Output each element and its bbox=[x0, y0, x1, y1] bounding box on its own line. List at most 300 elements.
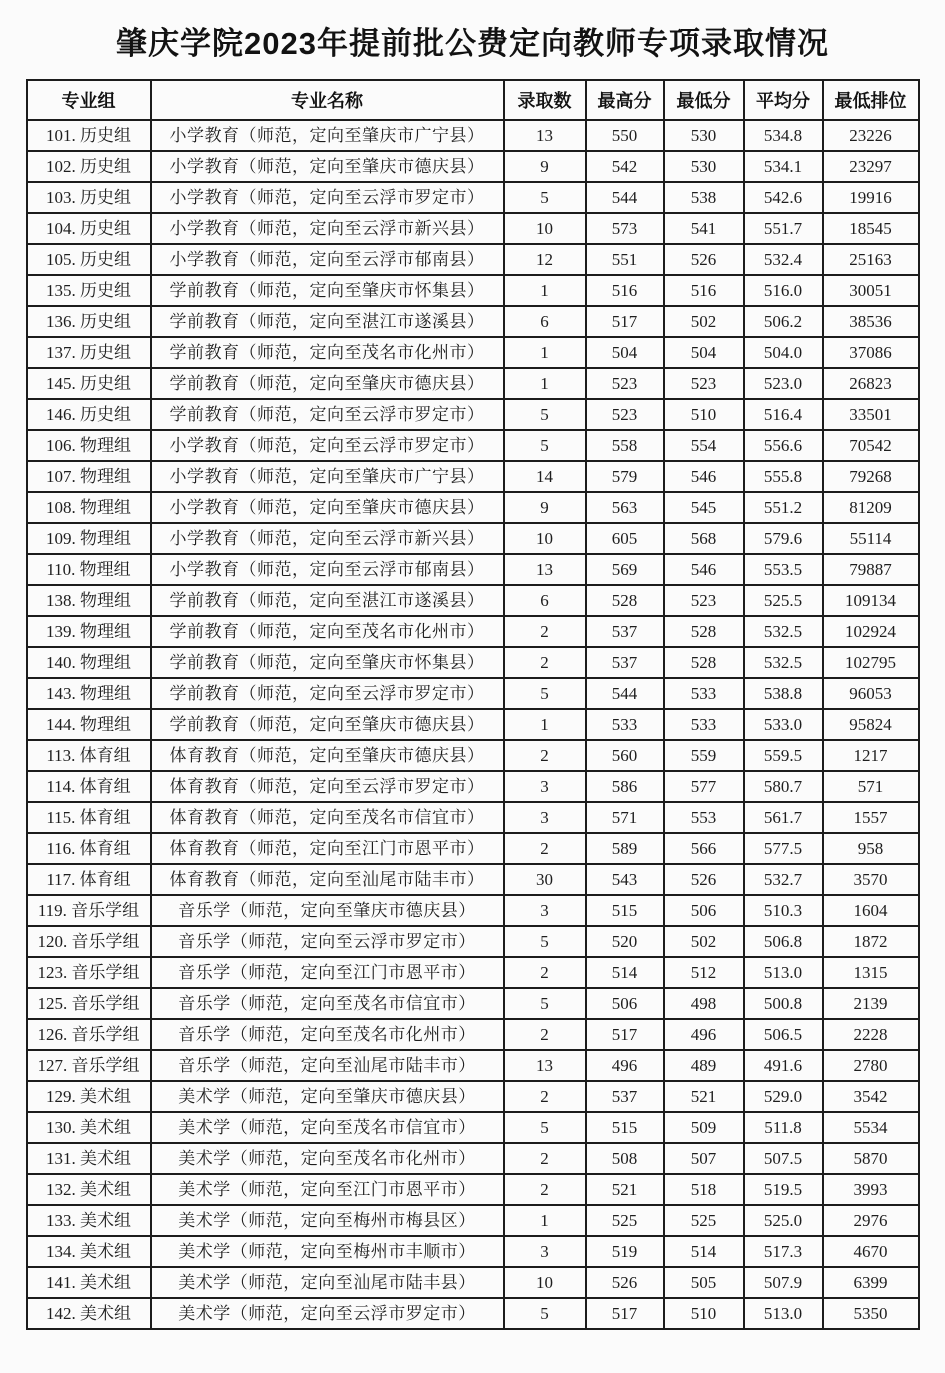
cell-major: 学前教育（师范，定向至茂名市化州市） bbox=[151, 616, 504, 647]
cell-group: 137. 历史组 bbox=[27, 337, 151, 368]
cell-group: 138. 物理组 bbox=[27, 585, 151, 616]
cell-avg-score: 511.8 bbox=[744, 1112, 823, 1143]
cell-min-rank: 1604 bbox=[823, 895, 919, 926]
cell-avg-score: 529.0 bbox=[744, 1081, 823, 1112]
table-row bbox=[27, 957, 919, 988]
cell-max-score: 520 bbox=[586, 926, 664, 957]
table-row bbox=[27, 554, 919, 585]
cell-group: 131. 美术组 bbox=[27, 1143, 151, 1174]
cell-major: 美术学（师范，定向至汕尾市陆丰县） bbox=[151, 1267, 504, 1298]
cell-max-score: 544 bbox=[586, 182, 664, 213]
cell-max-score: 579 bbox=[586, 461, 664, 492]
cell-admit-count: 14 bbox=[504, 461, 586, 492]
table-row bbox=[27, 833, 919, 864]
cell-max-score: 525 bbox=[586, 1205, 664, 1236]
cell-min-score: 489 bbox=[664, 1050, 744, 1081]
cell-min-score: 504 bbox=[664, 337, 744, 368]
cell-min-score: 533 bbox=[664, 709, 744, 740]
cell-major: 小学教育（师范，定向至肇庆市德庆县） bbox=[151, 151, 504, 182]
cell-min-rank: 30051 bbox=[823, 275, 919, 306]
cell-admit-count: 9 bbox=[504, 151, 586, 182]
cell-min-score: 559 bbox=[664, 740, 744, 771]
cell-min-score: 514 bbox=[664, 1236, 744, 1267]
cell-min-rank: 79268 bbox=[823, 461, 919, 492]
cell-avg-score: 533.0 bbox=[744, 709, 823, 740]
cell-major: 小学教育（师范，定向至肇庆市广宁县） bbox=[151, 461, 504, 492]
cell-min-score: 506 bbox=[664, 895, 744, 926]
cell-min-rank: 33501 bbox=[823, 399, 919, 430]
cell-min-score: 553 bbox=[664, 802, 744, 833]
cell-max-score: 537 bbox=[586, 616, 664, 647]
table-row bbox=[27, 709, 919, 740]
cell-major: 小学教育（师范，定向至肇庆市德庆县） bbox=[151, 492, 504, 523]
cell-admit-count: 1 bbox=[504, 337, 586, 368]
cell-min-score: 510 bbox=[664, 1298, 744, 1329]
cell-major: 美术学（师范，定向至梅州市丰顺市） bbox=[151, 1236, 504, 1267]
cell-min-rank: 18545 bbox=[823, 213, 919, 244]
cell-min-score: 502 bbox=[664, 306, 744, 337]
cell-major: 音乐学（师范，定向至云浮市罗定市） bbox=[151, 926, 504, 957]
cell-major: 学前教育（师范，定向至肇庆市德庆县） bbox=[151, 709, 504, 740]
cell-max-score: 506 bbox=[586, 988, 664, 1019]
cell-avg-score: 556.6 bbox=[744, 430, 823, 461]
cell-min-rank: 571 bbox=[823, 771, 919, 802]
cell-admit-count: 2 bbox=[504, 616, 586, 647]
cell-admit-count: 1 bbox=[504, 709, 586, 740]
cell-admit-count: 2 bbox=[504, 647, 586, 678]
cell-admit-count: 3 bbox=[504, 1236, 586, 1267]
cell-min-score: 510 bbox=[664, 399, 744, 430]
cell-major: 学前教育（师范，定向至湛江市遂溪县） bbox=[151, 585, 504, 616]
cell-avg-score: 538.8 bbox=[744, 678, 823, 709]
cell-admit-count: 2 bbox=[504, 1143, 586, 1174]
cell-group: 117. 体育组 bbox=[27, 864, 151, 895]
cell-avg-score: 504.0 bbox=[744, 337, 823, 368]
column-header-admit-count: 录取数 bbox=[504, 80, 586, 120]
cell-major: 小学教育（师范，定向至云浮市新兴县） bbox=[151, 523, 504, 554]
cell-avg-score: 525.0 bbox=[744, 1205, 823, 1236]
cell-min-score: 530 bbox=[664, 151, 744, 182]
cell-major: 体育教育（师范，定向至江门市恩平市） bbox=[151, 833, 504, 864]
table-row bbox=[27, 1143, 919, 1174]
cell-max-score: 515 bbox=[586, 1112, 664, 1143]
table-row bbox=[27, 988, 919, 1019]
cell-major: 学前教育（师范，定向至肇庆市德庆县） bbox=[151, 368, 504, 399]
cell-min-rank: 5870 bbox=[823, 1143, 919, 1174]
table-row bbox=[27, 895, 919, 926]
cell-min-score: 530 bbox=[664, 120, 744, 151]
cell-group: 140. 物理组 bbox=[27, 647, 151, 678]
cell-avg-score: 532.7 bbox=[744, 864, 823, 895]
cell-min-rank: 5350 bbox=[823, 1298, 919, 1329]
cell-group: 101. 历史组 bbox=[27, 120, 151, 151]
cell-avg-score: 507.5 bbox=[744, 1143, 823, 1174]
cell-min-score: 496 bbox=[664, 1019, 744, 1050]
table-row bbox=[27, 864, 919, 895]
cell-avg-score: 510.3 bbox=[744, 895, 823, 926]
cell-avg-score: 506.2 bbox=[744, 306, 823, 337]
table-row bbox=[27, 1174, 919, 1205]
cell-min-score: 566 bbox=[664, 833, 744, 864]
cell-max-score: 496 bbox=[586, 1050, 664, 1081]
cell-avg-score: 561.7 bbox=[744, 802, 823, 833]
cell-admit-count: 13 bbox=[504, 1050, 586, 1081]
cell-min-rank: 102924 bbox=[823, 616, 919, 647]
cell-group: 130. 美术组 bbox=[27, 1112, 151, 1143]
cell-group: 120. 音乐学组 bbox=[27, 926, 151, 957]
cell-major: 学前教育（师范，定向至云浮市罗定市） bbox=[151, 399, 504, 430]
cell-min-rank: 3542 bbox=[823, 1081, 919, 1112]
cell-min-rank: 958 bbox=[823, 833, 919, 864]
table-row bbox=[27, 802, 919, 833]
table-row bbox=[27, 1019, 919, 1050]
cell-avg-score: 523.0 bbox=[744, 368, 823, 399]
cell-max-score: 542 bbox=[586, 151, 664, 182]
cell-min-score: 533 bbox=[664, 678, 744, 709]
cell-min-score: 509 bbox=[664, 1112, 744, 1143]
admissions-table bbox=[26, 79, 920, 1330]
cell-admit-count: 12 bbox=[504, 244, 586, 275]
cell-group: 141. 美术组 bbox=[27, 1267, 151, 1298]
cell-min-score: 512 bbox=[664, 957, 744, 988]
cell-group: 127. 音乐学组 bbox=[27, 1050, 151, 1081]
table-row bbox=[27, 647, 919, 678]
cell-admit-count: 2 bbox=[504, 1019, 586, 1050]
cell-min-score: 505 bbox=[664, 1267, 744, 1298]
cell-avg-score: 532.5 bbox=[744, 616, 823, 647]
cell-group: 102. 历史组 bbox=[27, 151, 151, 182]
cell-avg-score: 517.3 bbox=[744, 1236, 823, 1267]
cell-min-rank: 26823 bbox=[823, 368, 919, 399]
table-row bbox=[27, 461, 919, 492]
cell-min-rank: 70542 bbox=[823, 430, 919, 461]
cell-max-score: 571 bbox=[586, 802, 664, 833]
cell-group: 106. 物理组 bbox=[27, 430, 151, 461]
cell-min-score: 523 bbox=[664, 368, 744, 399]
cell-admit-count: 10 bbox=[504, 213, 586, 244]
cell-min-rank: 2139 bbox=[823, 988, 919, 1019]
cell-group: 126. 音乐学组 bbox=[27, 1019, 151, 1050]
table-row bbox=[27, 337, 919, 368]
cell-admit-count: 6 bbox=[504, 306, 586, 337]
cell-group: 105. 历史组 bbox=[27, 244, 151, 275]
cell-group: 113. 体育组 bbox=[27, 740, 151, 771]
cell-max-score: 523 bbox=[586, 399, 664, 430]
cell-max-score: 558 bbox=[586, 430, 664, 461]
column-header-major: 专业名称 bbox=[151, 80, 504, 120]
cell-avg-score: 506.8 bbox=[744, 926, 823, 957]
table-row bbox=[27, 678, 919, 709]
cell-min-rank: 38536 bbox=[823, 306, 919, 337]
cell-major: 美术学（师范，定向至梅州市梅县区） bbox=[151, 1205, 504, 1236]
cell-avg-score: 516.4 bbox=[744, 399, 823, 430]
cell-admit-count: 3 bbox=[504, 802, 586, 833]
cell-group: 143. 物理组 bbox=[27, 678, 151, 709]
cell-max-score: 519 bbox=[586, 1236, 664, 1267]
cell-min-score: 554 bbox=[664, 430, 744, 461]
cell-major: 美术学（师范，定向至江门市恩平市） bbox=[151, 1174, 504, 1205]
cell-max-score: 569 bbox=[586, 554, 664, 585]
cell-min-score: 502 bbox=[664, 926, 744, 957]
cell-avg-score: 500.8 bbox=[744, 988, 823, 1019]
cell-major: 小学教育（师范，定向至云浮市郁南县） bbox=[151, 244, 504, 275]
cell-major: 音乐学（师范，定向至茂名市信宜市） bbox=[151, 988, 504, 1019]
table-row bbox=[27, 1298, 919, 1329]
cell-avg-score: 532.4 bbox=[744, 244, 823, 275]
cell-admit-count: 13 bbox=[504, 554, 586, 585]
cell-min-rank: 95824 bbox=[823, 709, 919, 740]
table-row bbox=[27, 399, 919, 430]
table-row bbox=[27, 1205, 919, 1236]
cell-avg-score: 555.8 bbox=[744, 461, 823, 492]
cell-max-score: 551 bbox=[586, 244, 664, 275]
cell-major: 小学教育（师范，定向至云浮市罗定市） bbox=[151, 182, 504, 213]
cell-admit-count: 1 bbox=[504, 368, 586, 399]
cell-group: 109. 物理组 bbox=[27, 523, 151, 554]
cell-avg-score: 553.5 bbox=[744, 554, 823, 585]
column-header-min-rank: 最低排位 bbox=[823, 80, 919, 120]
cell-max-score: 544 bbox=[586, 678, 664, 709]
table-row bbox=[27, 1050, 919, 1081]
table-row bbox=[27, 616, 919, 647]
cell-major: 音乐学（师范，定向至茂名市化州市） bbox=[151, 1019, 504, 1050]
cell-admit-count: 2 bbox=[504, 1081, 586, 1112]
cell-min-rank: 1217 bbox=[823, 740, 919, 771]
cell-group: 104. 历史组 bbox=[27, 213, 151, 244]
cell-group: 115. 体育组 bbox=[27, 802, 151, 833]
cell-min-rank: 96053 bbox=[823, 678, 919, 709]
cell-max-score: 573 bbox=[586, 213, 664, 244]
cell-max-score: 514 bbox=[586, 957, 664, 988]
cell-avg-score: 516.0 bbox=[744, 275, 823, 306]
cell-admit-count: 6 bbox=[504, 585, 586, 616]
cell-admit-count: 10 bbox=[504, 1267, 586, 1298]
cell-admit-count: 5 bbox=[504, 1298, 586, 1329]
table-row bbox=[27, 368, 919, 399]
cell-min-rank: 1315 bbox=[823, 957, 919, 988]
table-row bbox=[27, 740, 919, 771]
cell-min-score: 525 bbox=[664, 1205, 744, 1236]
cell-admit-count: 13 bbox=[504, 120, 586, 151]
cell-max-score: 508 bbox=[586, 1143, 664, 1174]
cell-max-score: 517 bbox=[586, 1019, 664, 1050]
cell-max-score: 517 bbox=[586, 306, 664, 337]
table-row bbox=[27, 1267, 919, 1298]
cell-min-score: 526 bbox=[664, 864, 744, 895]
cell-major: 美术学（师范，定向至茂名市化州市） bbox=[151, 1143, 504, 1174]
table-header-row bbox=[27, 80, 919, 120]
cell-group: 132. 美术组 bbox=[27, 1174, 151, 1205]
cell-admit-count: 5 bbox=[504, 988, 586, 1019]
cell-avg-score: 580.7 bbox=[744, 771, 823, 802]
cell-min-rank: 55114 bbox=[823, 523, 919, 554]
cell-admit-count: 9 bbox=[504, 492, 586, 523]
cell-min-score: 545 bbox=[664, 492, 744, 523]
cell-avg-score: 534.1 bbox=[744, 151, 823, 182]
cell-min-rank: 23297 bbox=[823, 151, 919, 182]
cell-major: 学前教育（师范，定向至云浮市罗定市） bbox=[151, 678, 504, 709]
cell-avg-score: 579.6 bbox=[744, 523, 823, 554]
cell-min-rank: 4670 bbox=[823, 1236, 919, 1267]
cell-max-score: 533 bbox=[586, 709, 664, 740]
cell-avg-score: 532.5 bbox=[744, 647, 823, 678]
cell-max-score: 526 bbox=[586, 1267, 664, 1298]
cell-avg-score: 513.0 bbox=[744, 1298, 823, 1329]
cell-avg-score: 507.9 bbox=[744, 1267, 823, 1298]
cell-group: 108. 物理组 bbox=[27, 492, 151, 523]
cell-max-score: 504 bbox=[586, 337, 664, 368]
cell-admit-count: 5 bbox=[504, 430, 586, 461]
cell-major: 小学教育（师范，定向至肇庆市广宁县） bbox=[151, 120, 504, 151]
table-row bbox=[27, 182, 919, 213]
cell-group: 123. 音乐学组 bbox=[27, 957, 151, 988]
cell-min-score: 546 bbox=[664, 461, 744, 492]
cell-admit-count: 2 bbox=[504, 740, 586, 771]
page-title: 肇庆学院2023年提前批公费定向教师专项录取情况 bbox=[116, 26, 829, 61]
cell-admit-count: 5 bbox=[504, 678, 586, 709]
cell-group: 125. 音乐学组 bbox=[27, 988, 151, 1019]
cell-major: 学前教育（师范，定向至茂名市化州市） bbox=[151, 337, 504, 368]
cell-group: 129. 美术组 bbox=[27, 1081, 151, 1112]
cell-max-score: 543 bbox=[586, 864, 664, 895]
cell-min-rank: 3570 bbox=[823, 864, 919, 895]
cell-avg-score: 491.6 bbox=[744, 1050, 823, 1081]
cell-admit-count: 1 bbox=[504, 275, 586, 306]
cell-admit-count: 3 bbox=[504, 895, 586, 926]
cell-admit-count: 2 bbox=[504, 1174, 586, 1205]
cell-admit-count: 2 bbox=[504, 833, 586, 864]
cell-min-rank: 2228 bbox=[823, 1019, 919, 1050]
table-row bbox=[27, 585, 919, 616]
cell-major: 音乐学（师范，定向至江门市恩平市） bbox=[151, 957, 504, 988]
cell-min-score: 518 bbox=[664, 1174, 744, 1205]
cell-group: 146. 历史组 bbox=[27, 399, 151, 430]
cell-min-rank: 37086 bbox=[823, 337, 919, 368]
table-row bbox=[27, 120, 919, 151]
cell-max-score: 516 bbox=[586, 275, 664, 306]
table-row bbox=[27, 213, 919, 244]
cell-min-score: 516 bbox=[664, 275, 744, 306]
table-row bbox=[27, 1081, 919, 1112]
cell-min-rank: 2976 bbox=[823, 1205, 919, 1236]
cell-admit-count: 10 bbox=[504, 523, 586, 554]
cell-major: 学前教育（师范，定向至肇庆市怀集县） bbox=[151, 647, 504, 678]
cell-major: 体育教育（师范，定向至肇庆市德庆县） bbox=[151, 740, 504, 771]
cell-min-rank: 6399 bbox=[823, 1267, 919, 1298]
cell-major: 美术学（师范，定向至肇庆市德庆县） bbox=[151, 1081, 504, 1112]
cell-max-score: 560 bbox=[586, 740, 664, 771]
cell-min-rank: 81209 bbox=[823, 492, 919, 523]
cell-min-score: 526 bbox=[664, 244, 744, 275]
column-header-avg-score: 平均分 bbox=[744, 80, 823, 120]
cell-max-score: 563 bbox=[586, 492, 664, 523]
cell-max-score: 605 bbox=[586, 523, 664, 554]
cell-group: 107. 物理组 bbox=[27, 461, 151, 492]
cell-max-score: 528 bbox=[586, 585, 664, 616]
table-row bbox=[27, 1236, 919, 1267]
table-row bbox=[27, 306, 919, 337]
cell-major: 音乐学（师范，定向至汕尾市陆丰市） bbox=[151, 1050, 504, 1081]
cell-max-score: 515 bbox=[586, 895, 664, 926]
cell-group: 110. 物理组 bbox=[27, 554, 151, 585]
table-row bbox=[27, 275, 919, 306]
cell-group: 116. 体育组 bbox=[27, 833, 151, 864]
cell-max-score: 517 bbox=[586, 1298, 664, 1329]
cell-max-score: 523 bbox=[586, 368, 664, 399]
cell-min-score: 528 bbox=[664, 616, 744, 647]
cell-max-score: 521 bbox=[586, 1174, 664, 1205]
cell-group: 119. 音乐学组 bbox=[27, 895, 151, 926]
cell-min-score: 541 bbox=[664, 213, 744, 244]
cell-avg-score: 551.2 bbox=[744, 492, 823, 523]
cell-group: 114. 体育组 bbox=[27, 771, 151, 802]
table-row bbox=[27, 771, 919, 802]
cell-avg-score: 525.5 bbox=[744, 585, 823, 616]
table-row bbox=[27, 492, 919, 523]
cell-min-rank: 102795 bbox=[823, 647, 919, 678]
cell-min-score: 498 bbox=[664, 988, 744, 1019]
cell-avg-score: 559.5 bbox=[744, 740, 823, 771]
cell-min-score: 546 bbox=[664, 554, 744, 585]
cell-min-rank: 79887 bbox=[823, 554, 919, 585]
cell-min-rank: 109134 bbox=[823, 585, 919, 616]
cell-min-rank: 23226 bbox=[823, 120, 919, 151]
column-header-group: 专业组 bbox=[27, 80, 151, 120]
cell-min-rank: 19916 bbox=[823, 182, 919, 213]
cell-admit-count: 3 bbox=[504, 771, 586, 802]
cell-major: 小学教育（师范，定向至云浮市郁南县） bbox=[151, 554, 504, 585]
table-row bbox=[27, 244, 919, 275]
cell-group: 142. 美术组 bbox=[27, 1298, 151, 1329]
cell-admit-count: 2 bbox=[504, 957, 586, 988]
cell-admit-count: 1 bbox=[504, 1205, 586, 1236]
table-row bbox=[27, 430, 919, 461]
cell-major: 音乐学（师范，定向至肇庆市德庆县） bbox=[151, 895, 504, 926]
cell-avg-score: 519.5 bbox=[744, 1174, 823, 1205]
cell-min-score: 507 bbox=[664, 1143, 744, 1174]
cell-admit-count: 30 bbox=[504, 864, 586, 895]
cell-group: 139. 物理组 bbox=[27, 616, 151, 647]
cell-major: 学前教育（师范，定向至湛江市遂溪县） bbox=[151, 306, 504, 337]
table-row bbox=[27, 151, 919, 182]
table-row bbox=[27, 1112, 919, 1143]
cell-major: 小学教育（师范，定向至云浮市新兴县） bbox=[151, 213, 504, 244]
cell-major: 小学教育（师范，定向至云浮市罗定市） bbox=[151, 430, 504, 461]
cell-min-score: 568 bbox=[664, 523, 744, 554]
cell-min-score: 521 bbox=[664, 1081, 744, 1112]
cell-major: 美术学（师范，定向至茂名市信宜市） bbox=[151, 1112, 504, 1143]
column-header-max-score: 最高分 bbox=[586, 80, 664, 120]
cell-avg-score: 513.0 bbox=[744, 957, 823, 988]
cell-group: 135. 历史组 bbox=[27, 275, 151, 306]
cell-min-score: 577 bbox=[664, 771, 744, 802]
cell-min-score: 528 bbox=[664, 647, 744, 678]
cell-max-score: 537 bbox=[586, 647, 664, 678]
cell-max-score: 537 bbox=[586, 1081, 664, 1112]
cell-min-rank: 25163 bbox=[823, 244, 919, 275]
cell-avg-score: 551.7 bbox=[744, 213, 823, 244]
cell-min-score: 523 bbox=[664, 585, 744, 616]
cell-min-rank: 5534 bbox=[823, 1112, 919, 1143]
cell-group: 136. 历史组 bbox=[27, 306, 151, 337]
cell-major: 体育教育（师范，定向至汕尾市陆丰市） bbox=[151, 864, 504, 895]
cell-max-score: 586 bbox=[586, 771, 664, 802]
cell-admit-count: 5 bbox=[504, 182, 586, 213]
cell-avg-score: 534.8 bbox=[744, 120, 823, 151]
cell-min-score: 538 bbox=[664, 182, 744, 213]
cell-group: 103. 历史组 bbox=[27, 182, 151, 213]
cell-min-rank: 1557 bbox=[823, 802, 919, 833]
